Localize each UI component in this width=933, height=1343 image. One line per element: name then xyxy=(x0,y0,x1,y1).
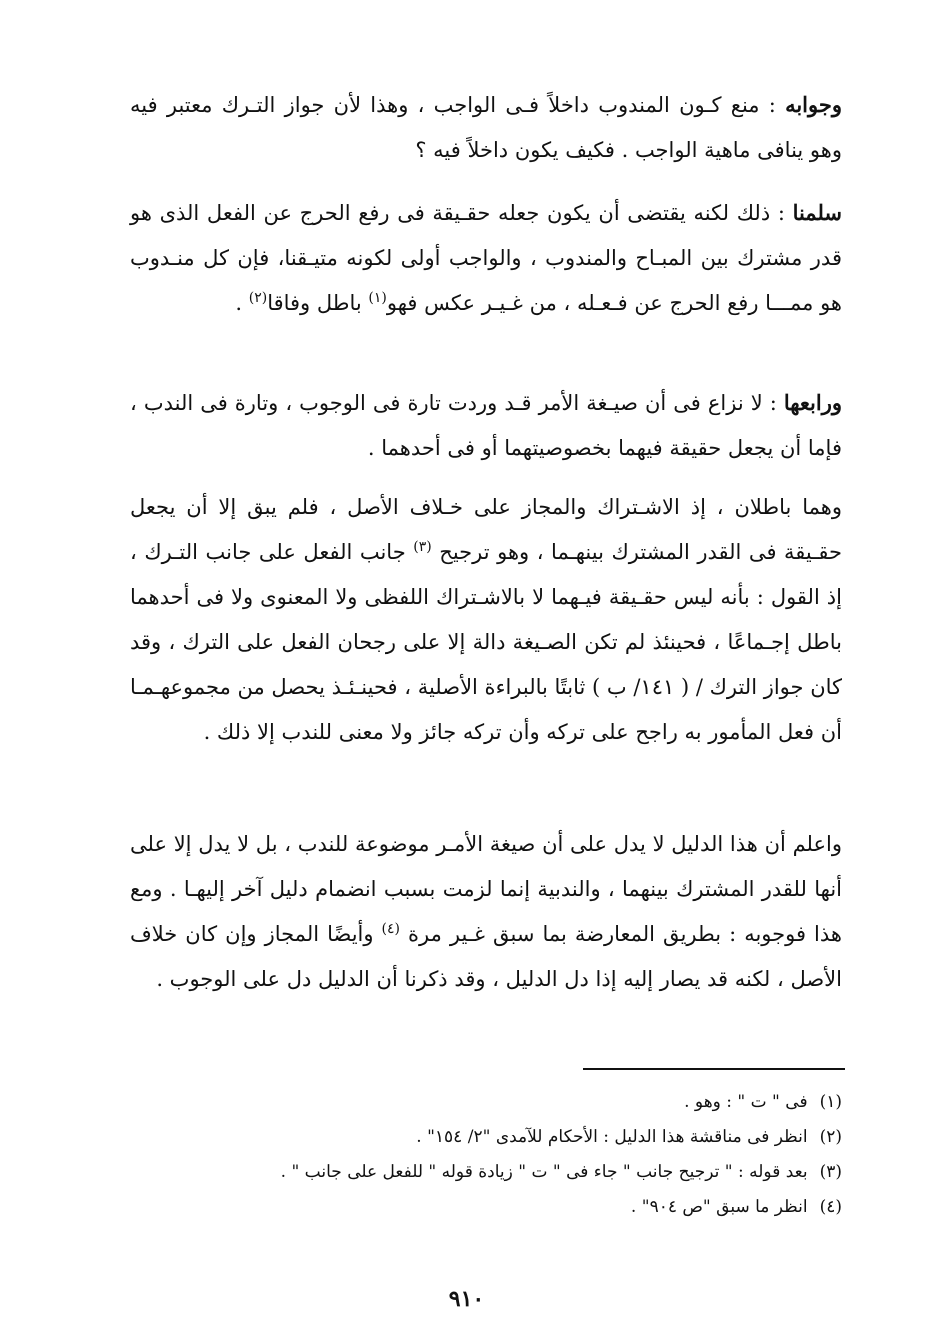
paragraph-5 xyxy=(130,822,842,1002)
page-number: ٩١٠ xyxy=(448,1286,485,1312)
paragraph-2 xyxy=(130,190,842,326)
footnote-4-text: انظر ما سبق "ص ٩٠٤" . xyxy=(630,1197,808,1217)
paragraph-2-content xyxy=(130,190,842,326)
paragraph-1-content xyxy=(130,82,842,173)
footnote-separator xyxy=(583,1068,845,1070)
footnote-3 xyxy=(130,1155,842,1190)
paragraph-5-text-a: واعلم أن هذا الدليل لا يدل على أن صيغة الأمـر موضوعة للندب ، بل لا يدل إلا على أنها للقدر المشترك بينهما ، والندبية إنما لزمت بسبب انضمام دليل آخر إليهـا . ومع هذا فوجوبه : بطريق المعارضة بما سبق غـير مرة xyxy=(130,832,842,946)
footnote-1-number: (١) xyxy=(819,1092,842,1112)
paragraph-2-lead: سلمنا xyxy=(792,200,842,225)
footnote-2 xyxy=(130,1120,842,1155)
footnote-ref-4[interactable]: (٤) xyxy=(381,921,401,937)
paragraph-3-text: : لا نزاع فى أن صيـغة الأمر قـد وردت تارة فى الوجوب ، وتارة فى الندب ، فإما أن يجعل حقيقة فيهما بخصوصيتهما أو فى أحدهما . xyxy=(130,391,842,460)
footnote-4-number: (٤) xyxy=(819,1197,842,1217)
paragraph-3-content xyxy=(130,380,842,471)
paragraph-4 xyxy=(130,485,842,755)
footnote-2-number: (٢) xyxy=(819,1127,842,1147)
footnote-ref-1[interactable]: (١) xyxy=(368,290,387,306)
paragraph-1-text: : منع كـون المندوب داخلاً فـى الواجب ، وهذا لأن جواز التـرك معتبر فيه وهو ينافى ماهية الواجب . فكيف يكون داخلاً فيه ؟ xyxy=(130,93,842,162)
footnote-3-number: (٣) xyxy=(819,1162,842,1182)
footnote-1-text: فى " ت " : وهو . xyxy=(684,1092,808,1112)
paragraph-5-content xyxy=(130,822,842,1002)
footnote-ref-3[interactable]: (٣) xyxy=(413,539,432,555)
paragraph-3 xyxy=(130,380,842,471)
footnotes xyxy=(130,1085,842,1225)
paragraph-4-content xyxy=(130,485,842,755)
footnote-3-text: بعد قوله : " ترجيح جانب " جاء فى " ت " زيادة قوله " للفعل على جانب " . xyxy=(280,1162,808,1182)
paragraph-2-text-a: : ذلك لكنه يقتضى أن يكون جعله حقـيقة فى رفع الحرج عن الفعل الذى هو قدر مشترك بين المبـاح والمندوب ، والواجب أولى لكونه متيـقنا، فإن كل منـدوب هو ممـــا رفع الحرج عن فـعـله ، من غـيـر عكس فهو xyxy=(130,201,842,315)
footnote-2-text: انظر فى مناقشة هذا الدليل : الأحكام للآمدى "٢/ ١٥٤" . xyxy=(416,1127,808,1147)
paragraph-1-lead: وجوابه xyxy=(785,92,842,117)
footnote-4 xyxy=(130,1190,842,1225)
paragraph-4-text-a: وهما باطلان ، إذ الاشـتراك والمجاز على خـلاف الأصل ، فلم يبق إلا أن يجعل حقـيقة فى القدر المشترك بينهـما ، وهو ترجيح xyxy=(130,495,842,564)
paragraph-2-text-b: باطل وفاقا xyxy=(267,291,369,315)
footnote-1 xyxy=(130,1085,842,1120)
paragraph-4-text-b: جانب الفعل على جانب التـرك ، إذ القول : بأنه ليس حقـيقة فيـهما لا بالاشـتراك اللفظى ولا المعنوى ولا فى أحدهما باطل إجـماعًا ، فحينئذ لم تكن الصـيغة دالة إلا على رجحان الفعل على الترك ، وقد كان جواز الترك / ( ١٤١/ ب ) ثابتًا بالبراءة الأصلية ، فحينـئـذ يحصل من مجموعهـمـا أن فعل المأمور به راجح على تركه وأن تركه جائز ولا معنى للندب إلا ذلك . xyxy=(130,540,843,744)
paragraph-5-text-b: وأيضًا المجاز وإن كان خلاف الأصل ، لكنه قد يصار إليه إذا دل الدليل ، وقد ذكرنا أن الدليل دل على الوجوب . xyxy=(130,922,842,991)
paragraph-2-text-c: . xyxy=(235,291,249,315)
footnote-ref-2[interactable]: (٢) xyxy=(248,290,268,306)
paragraph-1 xyxy=(130,82,842,173)
paragraph-3-lead: ورابعها xyxy=(783,390,842,415)
